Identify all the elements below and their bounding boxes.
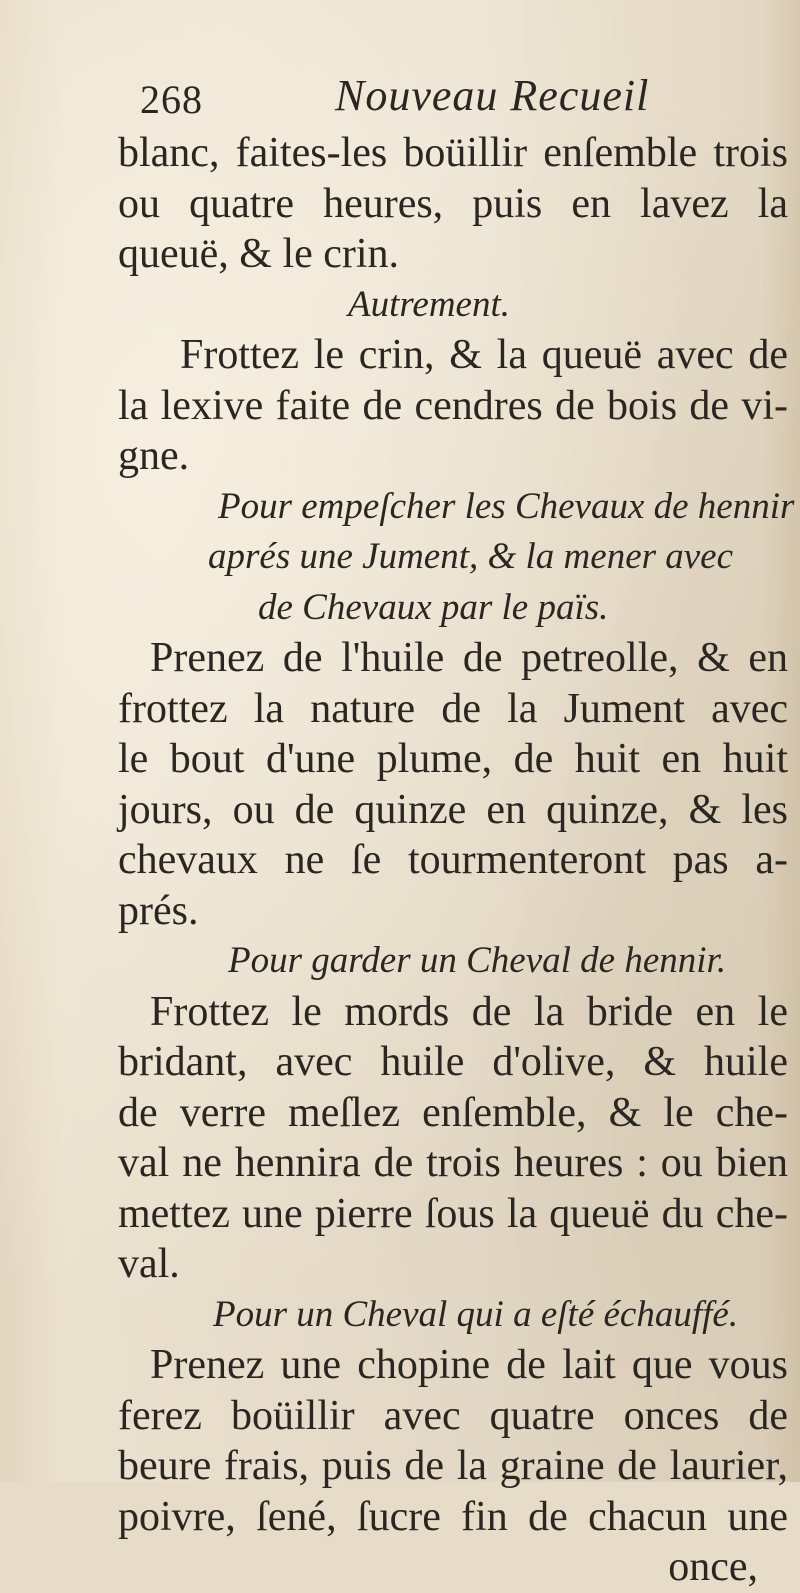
text-line: ou quatre heures, puis en lavez la <box>118 180 788 227</box>
text-line: queuë, & le crin. <box>118 231 400 277</box>
text-line: Prenez de l'huile de petreolle, & en <box>150 635 788 681</box>
running-head: Nouveau Recueil <box>335 71 650 120</box>
text-line: jours, ou de quinze en quinze, & les <box>118 786 788 833</box>
page-number: 268 <box>140 77 203 122</box>
section-heading: aprés une Jument, & la mener avec <box>208 536 734 577</box>
text-line: prés. <box>118 887 199 934</box>
text-line: val ne hennira de trois heures : ou bien <box>118 1140 788 1186</box>
section-heading: Pour un Cheval qui a eſté échauffé. <box>213 1293 739 1335</box>
section-heading: Pour garder un Cheval de hennir. <box>228 940 727 981</box>
text-line: frottez la nature de la Jument avec <box>118 685 788 732</box>
text-line: Frottez le mords de la bride en le <box>150 988 788 1035</box>
text-line: le bout d'une plume, de huit en huit <box>118 736 788 782</box>
text-line: poivre, ſené, ſucre fin de chacun une <box>118 1493 788 1540</box>
page-header <box>0 70 800 130</box>
catchword: once, <box>668 1544 758 1590</box>
text-line: bridant, avec huile d'olive, & huile <box>118 1039 788 1085</box>
text-line: chevaux ne ſe tourmenteront pas a- <box>118 837 788 883</box>
section-heading: Pour empeſcher les Chevaux de hennir <box>218 485 795 527</box>
text-line: Frottez le crin, & la queuë avec de <box>180 332 788 378</box>
text-line: mettez une pierre ſous la queuë du che- <box>118 1190 788 1237</box>
text-line: la lexive faite de cendres de bois de vi- <box>118 382 788 429</box>
text-line: blanc, faites-les boüillir enſemble trois <box>118 130 788 176</box>
text-line: de verre meſlez enſemble, & le che- <box>118 1089 788 1136</box>
text-line: gne. <box>118 433 190 479</box>
text-line: val. <box>118 1241 180 1287</box>
text-line: beure frais, puis de la graine de laurier, <box>118 1443 788 1489</box>
body-text <box>118 128 795 1593</box>
text-line: Prenez une chopine de lait que vous <box>150 1342 788 1388</box>
text-line: ferez boüillir avec quatre onces de <box>118 1392 788 1439</box>
section-heading: Autrement. <box>348 283 511 325</box>
section-heading: de Chevaux par le païs. <box>258 586 609 628</box>
